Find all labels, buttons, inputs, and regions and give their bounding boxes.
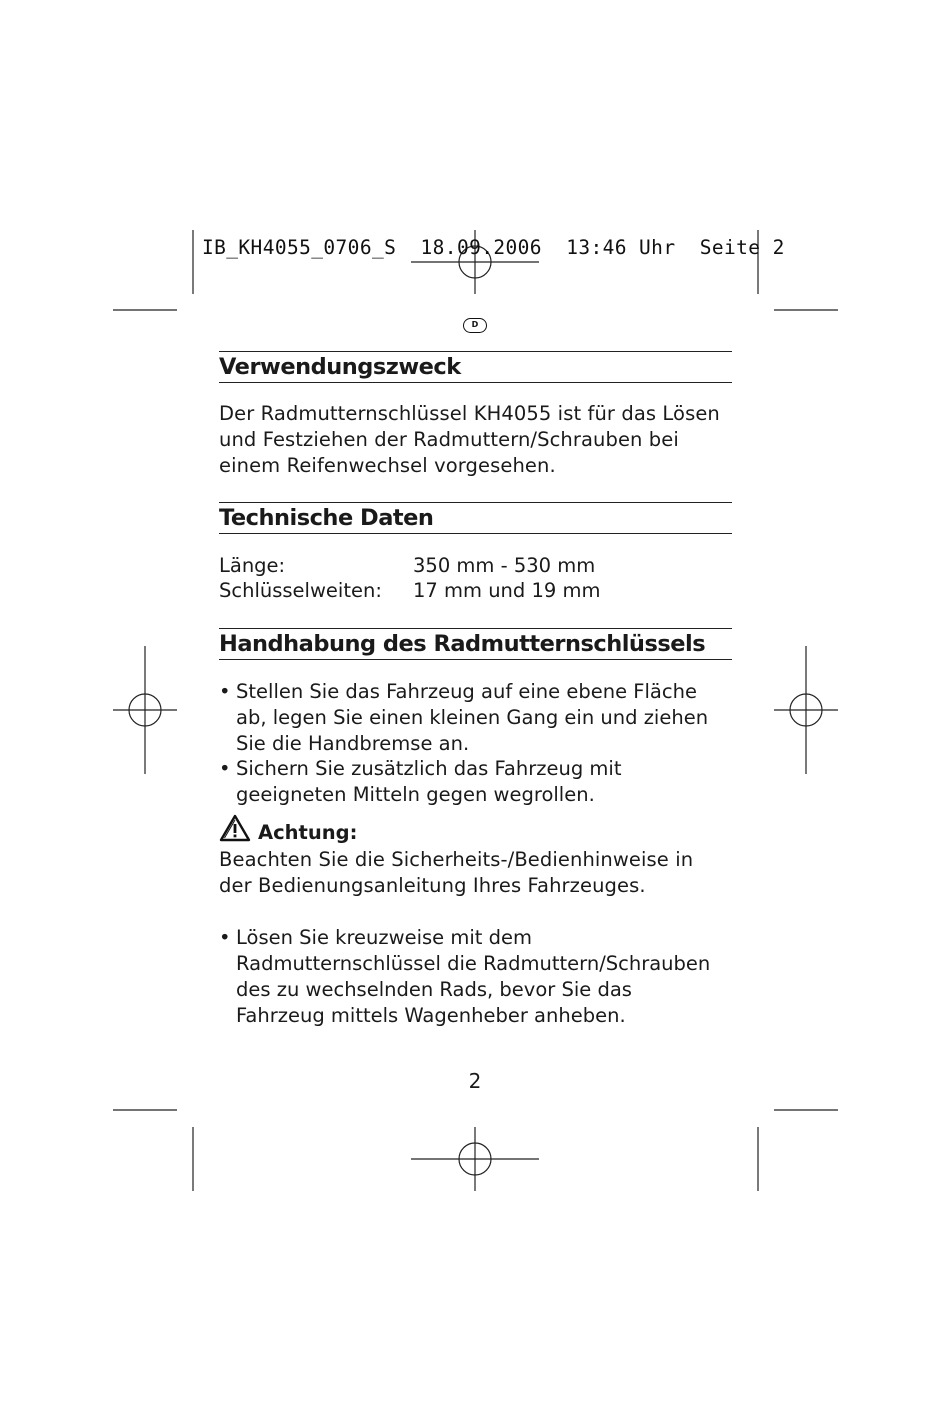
list-item-line: des zu wechselnden Rads, bevor Sie das — [236, 978, 632, 1001]
paragraph-line: Beachten Sie die Sicherheits-/Bedienhinweise in — [219, 848, 694, 871]
paragraph-line: der Bedienungsanleitung Ihres Fahrzeuges. — [219, 874, 646, 897]
spec-value: 17 mm und 19 mm — [413, 579, 601, 602]
list-item-line: Stellen Sie das Fahrzeug auf eine ebene Fläche — [236, 680, 697, 703]
warning-callout — [219, 814, 358, 846]
list-item-line: Sie die Handbremse an. — [236, 732, 470, 755]
bullet-point: • — [219, 926, 231, 949]
print-slug-line: IB_KH4055_0706_S 18.09.2006 13:46 Uhr Seite 2 — [202, 236, 785, 259]
warning-text — [219, 847, 739, 899]
paragraph-line: und Festziehen der Radmuttern/Schrauben bei — [219, 428, 679, 451]
list-item-line: Radmutternschlüssel die Radmuttern/Schrauben — [236, 952, 711, 975]
paragraph-line: einem Reifenwechsel vorgesehen. — [219, 454, 556, 477]
warning-triangle-icon — [219, 814, 251, 842]
spec-value: 350 mm - 530 mm — [413, 554, 596, 577]
spec-label: Länge: — [219, 554, 286, 577]
warning-title: Achtung: — [258, 821, 358, 844]
list-item-line: Lösen Sie kreuzweise mit dem — [236, 926, 532, 949]
list-item-line: ab, legen Sie einen kleinen Gang ein und ziehen — [236, 706, 709, 729]
list-item-line: Fahrzeug mittels Wagenheber anheben. — [236, 1004, 626, 1027]
section-heading-tech-data: Technische Daten — [219, 502, 732, 534]
paragraph-line: Der Radmutternschlüssel KH4055 ist für das Lösen — [219, 402, 720, 425]
section-heading-purpose: Verwendungszweck — [219, 351, 732, 383]
section-heading-handling: Handhabung des Radmutternschlüssels — [219, 628, 732, 660]
purpose-paragraph — [219, 401, 739, 479]
bullet-point: • — [219, 757, 231, 780]
bullet-point: • — [219, 680, 231, 703]
list-item-line: geeigneten Mitteln gegen wegrollen. — [236, 783, 595, 806]
page-number: 2 — [468, 1069, 482, 1093]
list-item-line: Sichern Sie zusätzlich das Fahrzeug mit — [236, 757, 622, 780]
language-badge: D — [463, 318, 487, 333]
spec-label: Schlüsselweiten: — [219, 579, 382, 602]
